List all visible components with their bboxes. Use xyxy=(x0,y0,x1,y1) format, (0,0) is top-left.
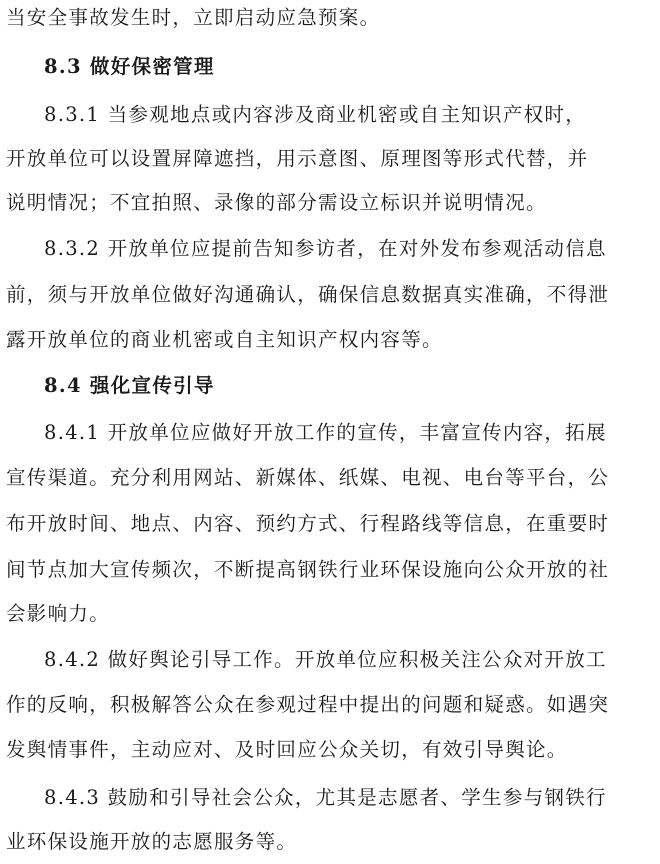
paragraph-line: 8.3.2 开放单位应提前告知参访者，在对外发布参观活动信息 xyxy=(44,237,607,260)
paragraph-line: 会影响力。 xyxy=(6,602,111,625)
paragraph-line: 开放单位可以设置屏障遮挡，用示意图、原理图等形式代替，并 xyxy=(6,147,589,170)
paragraph-line: 作的反响，积极解答公众在参观过程中提出的问题和疑惑。如遇突 xyxy=(6,693,610,716)
paragraph-line: 8.4.1 开放单位应做好开放工作的宣传，丰富宣传内容，拓展 xyxy=(44,421,607,444)
section-heading-8-3: 8.3 做好保密管理 xyxy=(44,55,215,78)
paragraph-line: 布开放时间、地点、内容、预约方式、行程路线等信息，在重要时 xyxy=(6,512,610,535)
paragraph-line: 8.4.2 做好舆论引导工作。开放单位应积极关注公众对开放工 xyxy=(44,648,607,671)
paragraph-line: 8.3.1 当参观地点或内容涉及商业机密或自主知识产权时， xyxy=(44,103,587,126)
section-heading-8-4: 8.4 强化宣传引导 xyxy=(44,374,215,397)
paragraph-line: 间节点加大宣传频次，不断提高钢铁行业环保设施向公众开放的社 xyxy=(6,558,610,581)
paragraph-line: 宣传渠道。充分利用网站、新媒体、纸媒、电视、电台等平台，公 xyxy=(6,466,610,489)
paragraph-line: 前，须与开放单位做好沟通确认，确保信息数据真实准确，不得泄 xyxy=(6,283,610,306)
paragraph-line: 8.4.3 鼓励和引导社会公众，尤其是志愿者、学生参与钢铁行 xyxy=(44,786,607,809)
paragraph-line: 说明情况；不宜拍照、录像的部分需设立标识并说明情况。 xyxy=(6,191,547,214)
paragraph-line: 发舆情事件，主动应对、及时回应公众关切，有效引导舆论。 xyxy=(6,738,568,761)
paragraph-line: 业环保设施开放的志愿服务等。 xyxy=(6,830,298,853)
paragraph-line: 当安全事故发生时，立即启动应急预案。 xyxy=(6,6,381,29)
paragraph-line: 露开放单位的商业机密或自主知识产权内容等。 xyxy=(6,328,443,351)
